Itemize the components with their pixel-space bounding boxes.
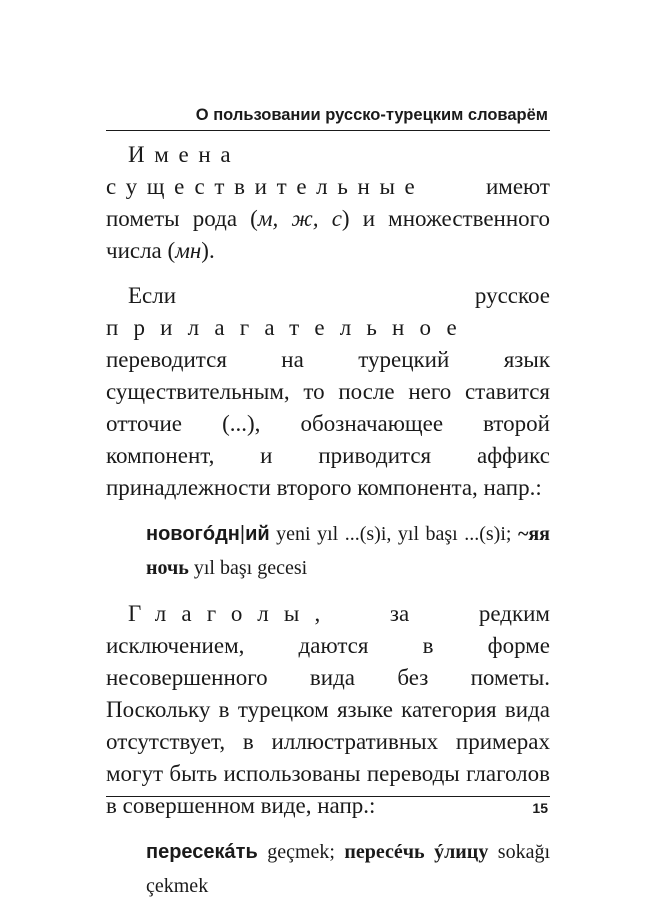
verbs-text-a: , за редким исключением, даются в форме несовершенного вида без пометы. Поскольку в турецком языке категория вида отсутствует, в иллюстративных примерах могут быть использованы переводы глаголов в совершенном виде, напр.: xyxy=(106,601,550,818)
example-adjective xyxy=(106,517,550,585)
adjectives-text-a: Если русское xyxy=(128,283,550,308)
stem-divider: | xyxy=(239,523,246,545)
example-verb xyxy=(106,835,550,903)
headword-novogodniy xyxy=(146,523,270,545)
paragraph-adjectives xyxy=(106,280,550,504)
paragraph-verbs xyxy=(106,598,550,822)
headword-stem: новогóдн xyxy=(146,523,240,545)
nouns-text-a: имеют пометы рода ( xyxy=(106,174,550,231)
nouns-text-c: ). xyxy=(201,238,215,263)
paragraph-nouns xyxy=(106,139,550,267)
header-rule xyxy=(106,130,550,131)
nouns-text-b: ) и множественного числа ( xyxy=(106,206,551,263)
example1-translation-a: yeni yıl ...(s)i, yıl başı ...(s)i; xyxy=(269,523,518,545)
example2-translation-a: geçmek; xyxy=(257,841,345,863)
example2-translation-b: sokağı çekmek xyxy=(146,841,550,897)
spaced-term-adjective: прилагательное xyxy=(106,315,472,340)
page-body xyxy=(106,139,550,916)
example1-phrase: ~яя ночь xyxy=(146,523,550,579)
plural-mark: мн xyxy=(175,238,202,263)
headword-peresekat: пересекáть xyxy=(146,841,258,863)
spaced-term-verbs: Глаголы xyxy=(128,601,315,626)
footer-rule xyxy=(106,796,550,797)
page-number: 15 xyxy=(532,800,548,816)
headword-ending: ий xyxy=(245,523,270,545)
spaced-term-nouns: Имена существительные xyxy=(106,142,425,199)
adjectives-text-b: переводится на турецкий язык существительным, то после него ставится отточие (...), обозначающее второй компонент, и приводится аффикс принадлежности второго компонента, напр.: xyxy=(106,347,550,500)
example2-phrase: пересéчь ýлицу xyxy=(344,841,489,863)
gender-marks: м, ж, с xyxy=(257,206,342,231)
example1-translation-b: yıl başı gecesi xyxy=(188,557,308,579)
running-head: О пользовании русско-турецким словарём xyxy=(195,106,548,124)
